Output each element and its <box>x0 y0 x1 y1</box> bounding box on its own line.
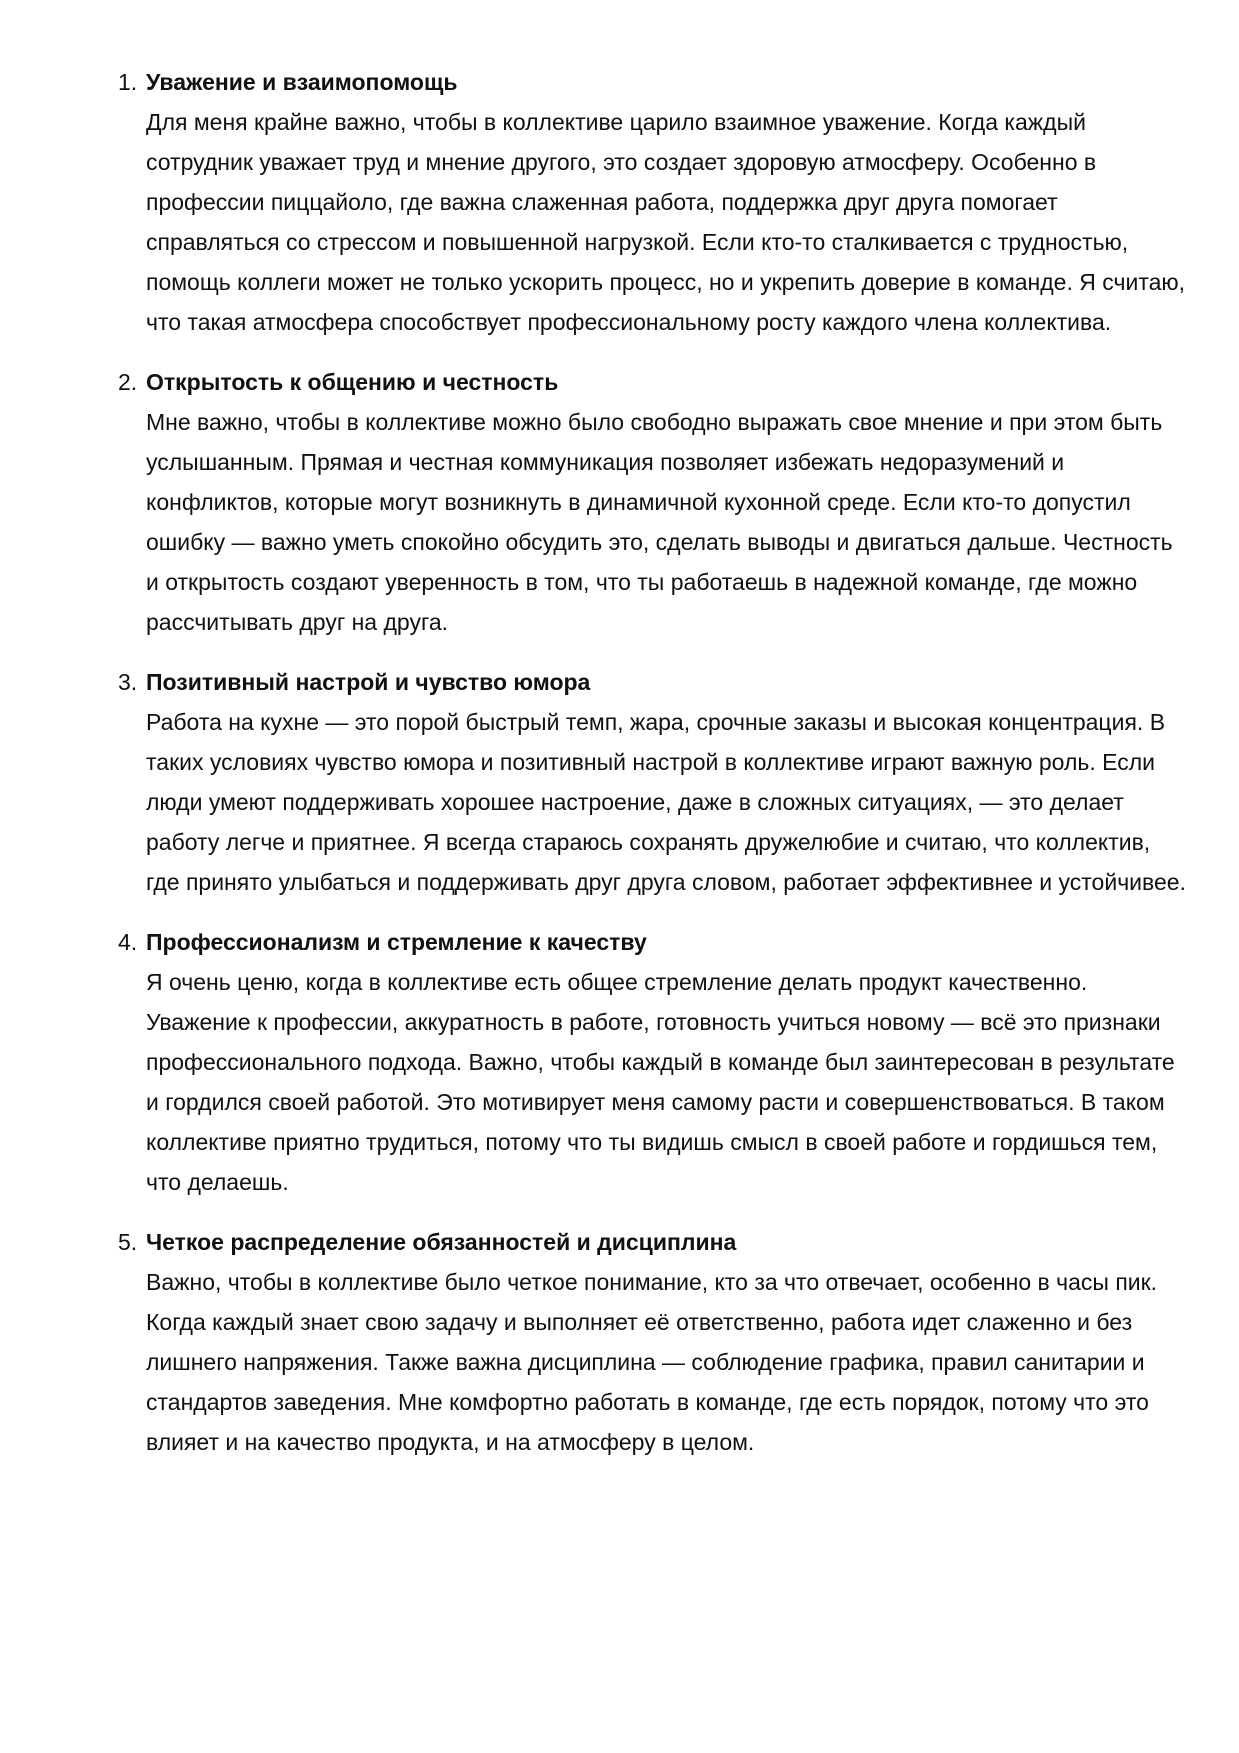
list-item-2 <box>118 362 1179 642</box>
item-text: Важно, чтобы в коллективе было четкое понимание, кто за что отвечает, особенно в часы пик. Когда каждый знает свою задачу и выполняет её ответственно, работа идет слаженно и без лишнего напряжения. Также важна дисциплина — соблюдение графика, правил санитарии и стандартов заведения. Мне комфортно работать в команде, где есть порядок, потому что это влияет и на качество продукта, и на атмосферу в целом. <box>146 1269 1158 1455</box>
item-title: Позитивный настрой и чувство юмора <box>146 669 591 695</box>
item-number: 2. <box>118 369 138 395</box>
item-title: Уважение и взаимопомощь <box>146 69 458 95</box>
item-title: Открытость к общению и честность <box>146 369 559 395</box>
list-item-1 <box>118 62 1186 342</box>
item-text: Работа на кухне — это порой быстрый темп, жара, срочные заказы и высокая концентрация. В таких условиях чувство юмора и позитивный настрой в коллективе играют важную роль. Если люди умеют поддерживать хорошее настроение, даже в сложных ситуациях, — это делает работу легче и приятнее. Я всегда стараюсь сохранять дружелюбие и считаю, что коллектив, где принято улыбаться и поддерживать друг друга словом, работает эффективнее и устойчивее. <box>146 709 1186 895</box>
item-title: Профессионализм и стремление к качеству <box>146 929 647 955</box>
item-text: Для меня крайне важно, чтобы в коллективе царило взаимное уважение. Когда каждый сотрудник уважает труд и мнение другого, это создает здоровую атмосферу. Особенно в профессии пиццайоло, где важна слаженная работа, поддержка друг друга помогает справляться со стрессом и повышенной нагрузкой. Если кто-то сталкивается с трудностью, помощь коллеги может не только ускорить процесс, но и укрепить доверие в команде. Я считаю, что такая атмосфера способствует профессиональному росту каждого члена коллектива. <box>146 109 1186 335</box>
item-text: Мне важно, чтобы в коллективе можно было свободно выражать свое мнение и при этом быть услышанным. Прямая и честная коммуникация позволяет избежать недоразумений и конфликтов, которые могут возникнуть в динамичной кухонной среде. Если кто-то допустил ошибку — важно уметь спокойно обсудить это, сделать выводы и двигаться дальше. Честность и открытость создают уверенность в том, что ты работаешь в надежной команде, где можно рассчитывать друг на друга. <box>146 409 1173 635</box>
list-item-4 <box>118 922 1179 1202</box>
item-number: 5. <box>118 1229 138 1255</box>
item-text: Я очень ценю, когда в коллективе есть общее стремление делать продукт качественно. Уважение к профессии, аккуратность в работе, готовность учиться новому — всё это признаки профессионального подхода. Важно, чтобы каждый в команде был заинтересован в результате и гордился своей работой. Это мотивирует меня самому расти и совершенствоваться. В таком коллективе приятно трудиться, потому что ты видишь смысл в своей работе и гордишься тем, что делаешь. <box>146 969 1175 1195</box>
item-number: 1. <box>118 69 138 95</box>
numbered-list <box>118 62 1186 1462</box>
item-number: 4. <box>118 929 138 955</box>
list-item-3 <box>118 662 1186 902</box>
item-number: 3. <box>118 669 138 695</box>
item-title: Четкое распределение обязанностей и дисциплина <box>146 1229 737 1255</box>
list-item-5 <box>118 1222 1179 1462</box>
